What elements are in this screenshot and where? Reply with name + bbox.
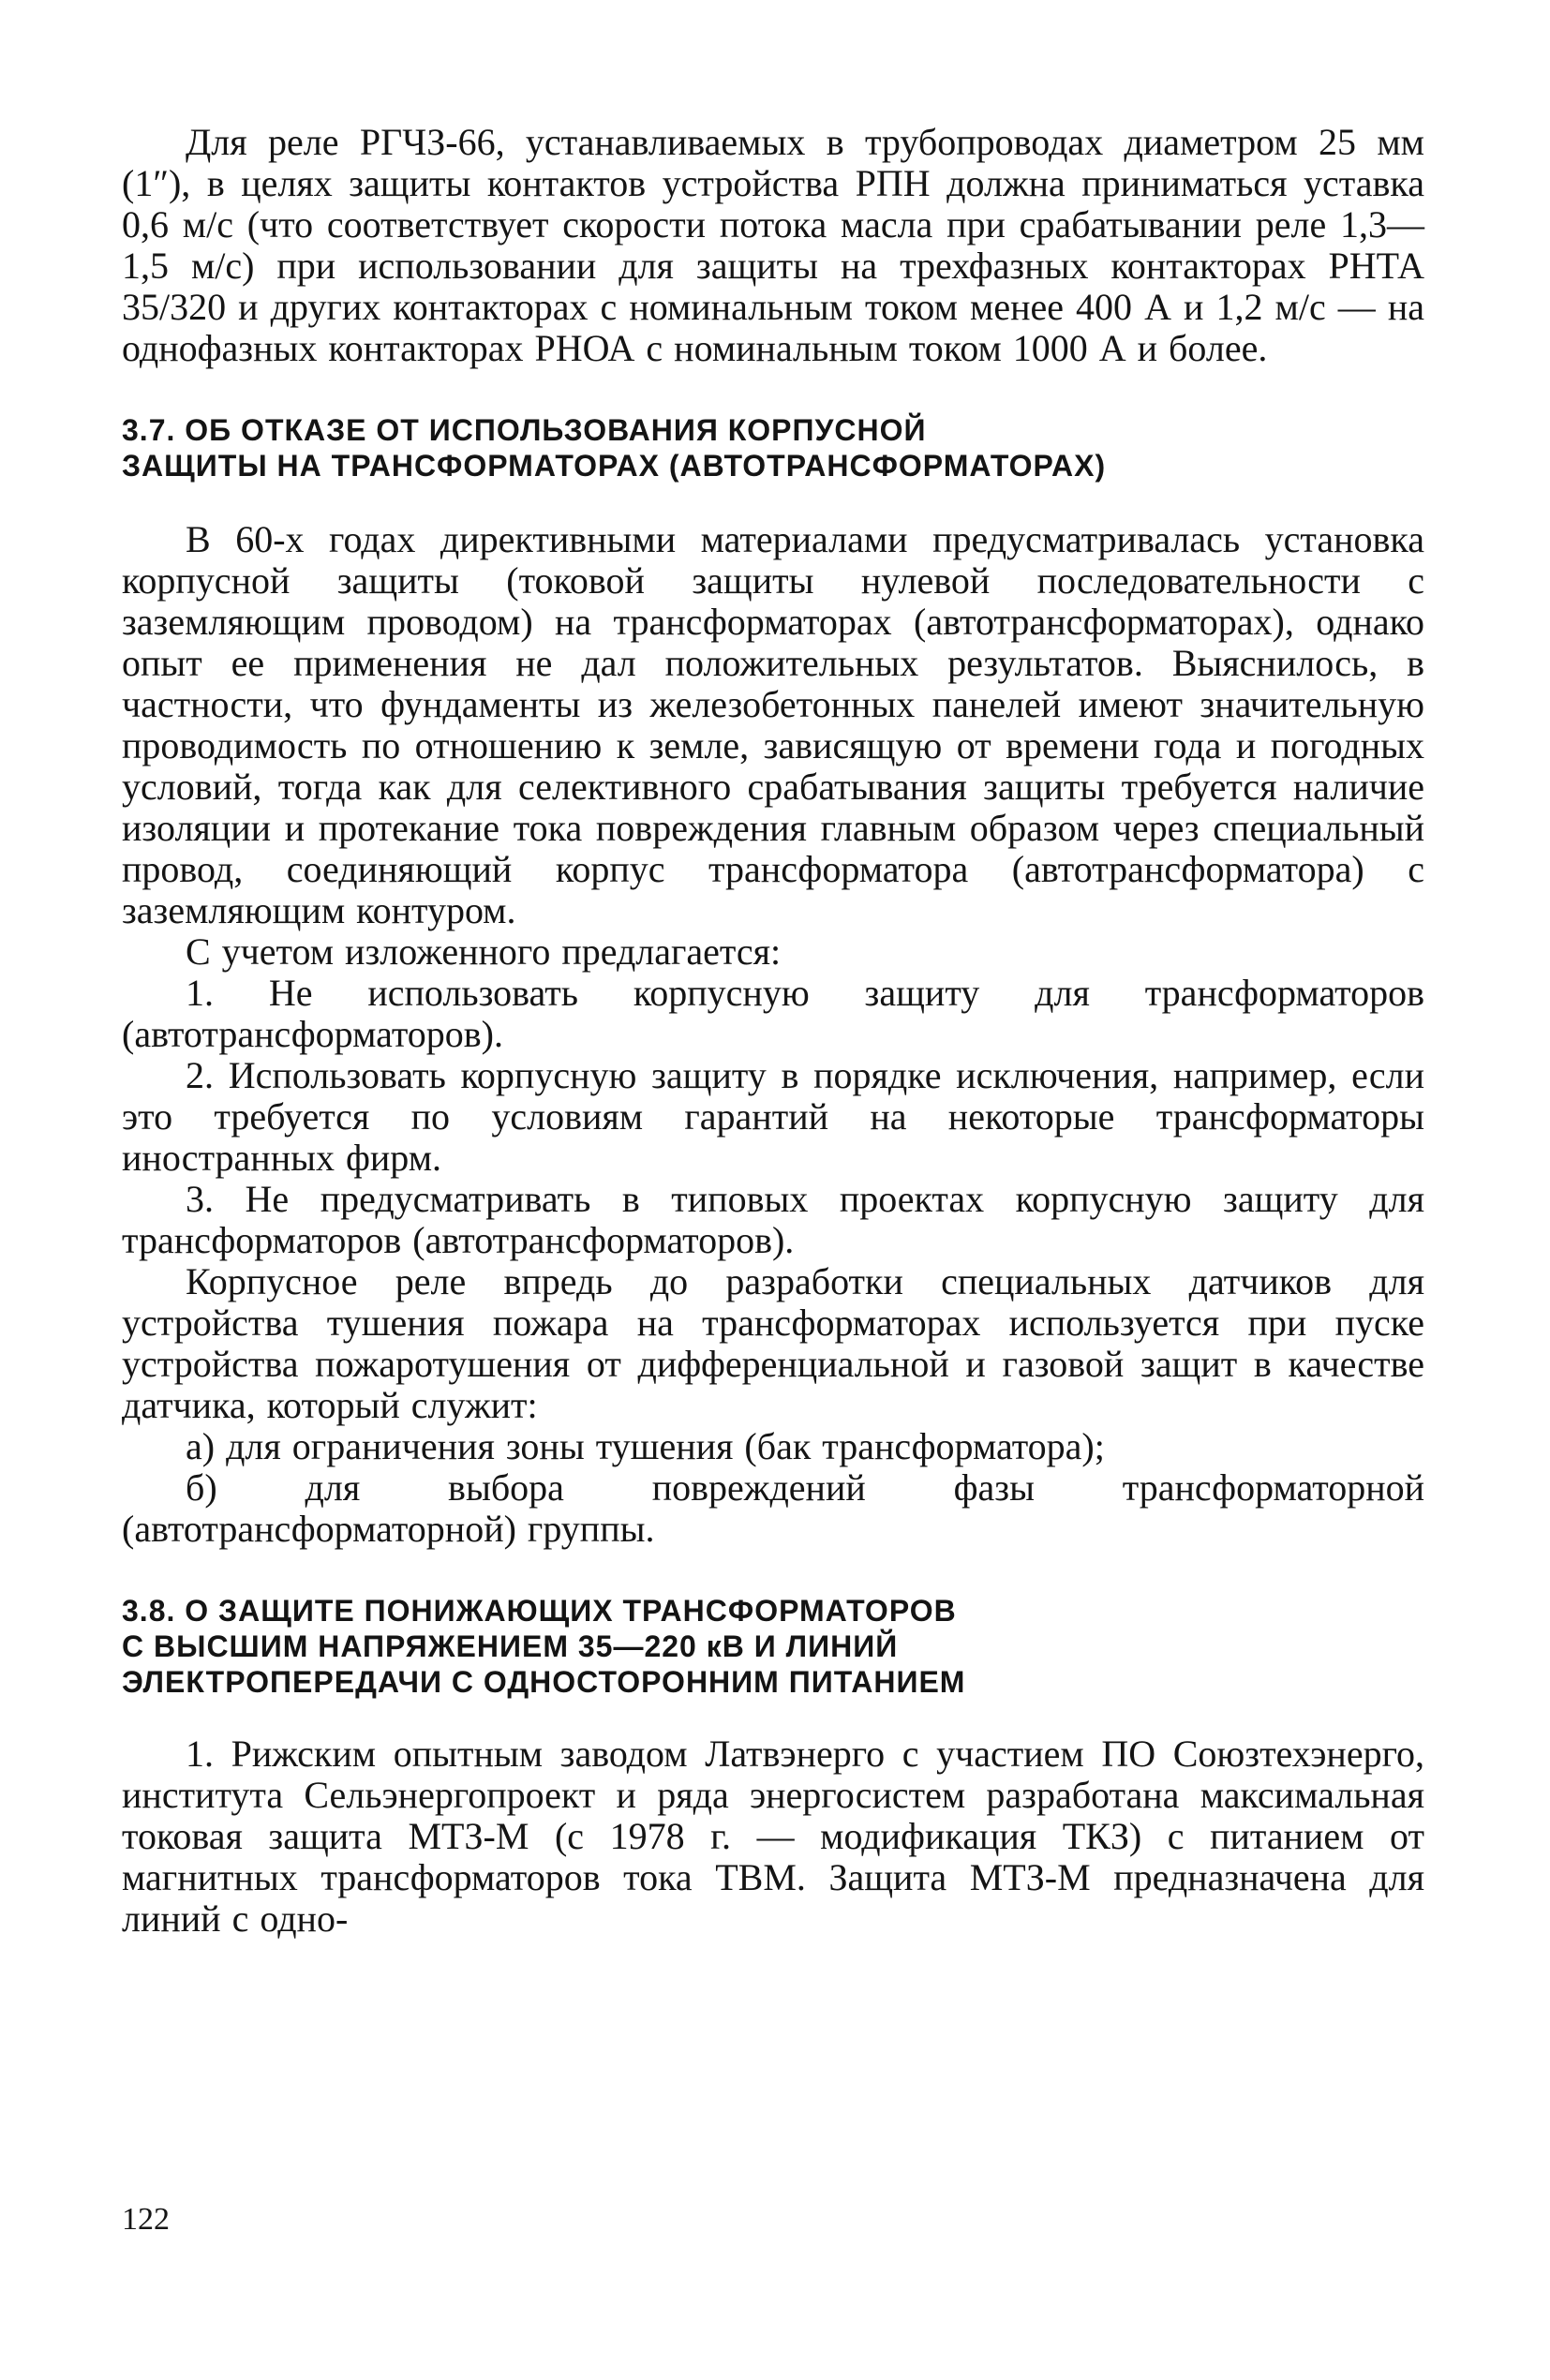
- section-3-7-list-item-2: 2. Использовать корпусную защиту в порядке исключения, например, если это требуется по условиям гарантий на некоторые трансформаторы иностранных фирм.: [122, 1054, 1424, 1179]
- section-3-7-list-item-b: б) для выбора повреждений фазы трансформаторной (автотрансформаторной) группы.: [122, 1466, 1424, 1550]
- section-3-7-list-item-a: а) для ограничения зоны тушения (бак трансформатора);: [186, 1425, 1105, 1467]
- section-3-8-heading: [122, 1593, 1424, 1700]
- section-3-7-heading-line-1: 3.7. ОБ ОТКАЗЕ ОТ ИСПОЛЬЗОВАНИЯ КОРПУСНОЙ: [122, 413, 927, 447]
- section-3-8-heading-line-3: ЭЛЕКТРОПЕРЕДАЧИ С ОДНОСТОРОННИМ ПИТАНИЕМ: [122, 1665, 966, 1699]
- section-3-7-heading: [122, 412, 1424, 483]
- section-3-7-paragraph-1: В 60-х годах директивными материалами предусматривалась установка корпусной защиты (токовой защиты нулевой последовательности с заземляющим проводом) на трансформаторах (автотрансформаторах), однако опыт ее применения не дал положительных результатов. Выяснилось, в частности, что фундаменты из железобетонных панелей имеют значительную проводимость по отношению к земле, зависящую от времени года и погодных условий, тогда как для селективного срабатывания защиты требуется наличие изоляции и протекание тока повреждения главным образом через специальный провод, соединяющий корпус трансформатора (автотрансформатора) с заземляющим контуром.: [122, 518, 1424, 931]
- section-3-8-heading-line-1: 3.8. О ЗАЩИТЕ ПОНИЖАЮЩИХ ТРАНСФОРМАТОРОВ: [122, 1594, 957, 1628]
- page-body: [122, 122, 1424, 1940]
- section-3-7-heading-line-2: ЗАЩИТЫ НА ТРАНСФОРМАТОРАХ (АВТОТРАНСФОРМАТОРАХ): [122, 449, 1107, 483]
- page-number: 122: [122, 2202, 170, 2237]
- section-3-8-paragraph-1: 1. Рижским опытным заводом Латвэнерго с участием ПО Союзтехэнерго, института Сельэнергопроект и ряда энергосистем разработана максимальная токовая защита МТЗ-М (с 1978 г. — модификация ТКЗ) с питанием от магнитных трансформаторов тока ТВМ. Защита МТЗ-М предназначена для линий с одно-: [122, 1733, 1424, 1940]
- section-3-7-list-item-1: 1. Не использовать корпусную защиту для трансформаторов (автотрансформаторов).: [122, 972, 1424, 1055]
- section-3-8-heading-line-2: С ВЫСШИМ НАПРЯЖЕНИЕМ 35—220 кВ И ЛИНИЙ: [122, 1629, 899, 1663]
- section-3-7-paragraph-2: С учетом изложенного предлагается:: [186, 930, 782, 973]
- intro-paragraph: Для реле РГЧЗ-66, устанавливаемых в трубопроводах диаметром 25 мм (1″), в целях защиты контактов устройства РПН должна приниматься уставка 0,6 м/с (что соответствует скорости потока масла при срабатывании реле 1,3—1,5 м/с) при использовании для защиты на трехфазных контакторах РНТА 35/320 и других контакторах с номинальным током менее 400 А и 1,2 м/с — на однофазных контакторах РНОА с номинальным током 1000 А и более.: [122, 121, 1424, 369]
- section-3-7-paragraph-3: Корпусное реле впредь до разработки специальных датчиков для устройства тушения пожара на трансформаторах используется при пуске устройства пожаротушения от дифференциальной и газовой защит в качестве датчика, который служит:: [122, 1260, 1424, 1426]
- section-3-7-list-item-3: 3. Не предусматривать в типовых проектах корпусную защиту для трансформаторов (автотрансформаторов).: [122, 1178, 1424, 1261]
